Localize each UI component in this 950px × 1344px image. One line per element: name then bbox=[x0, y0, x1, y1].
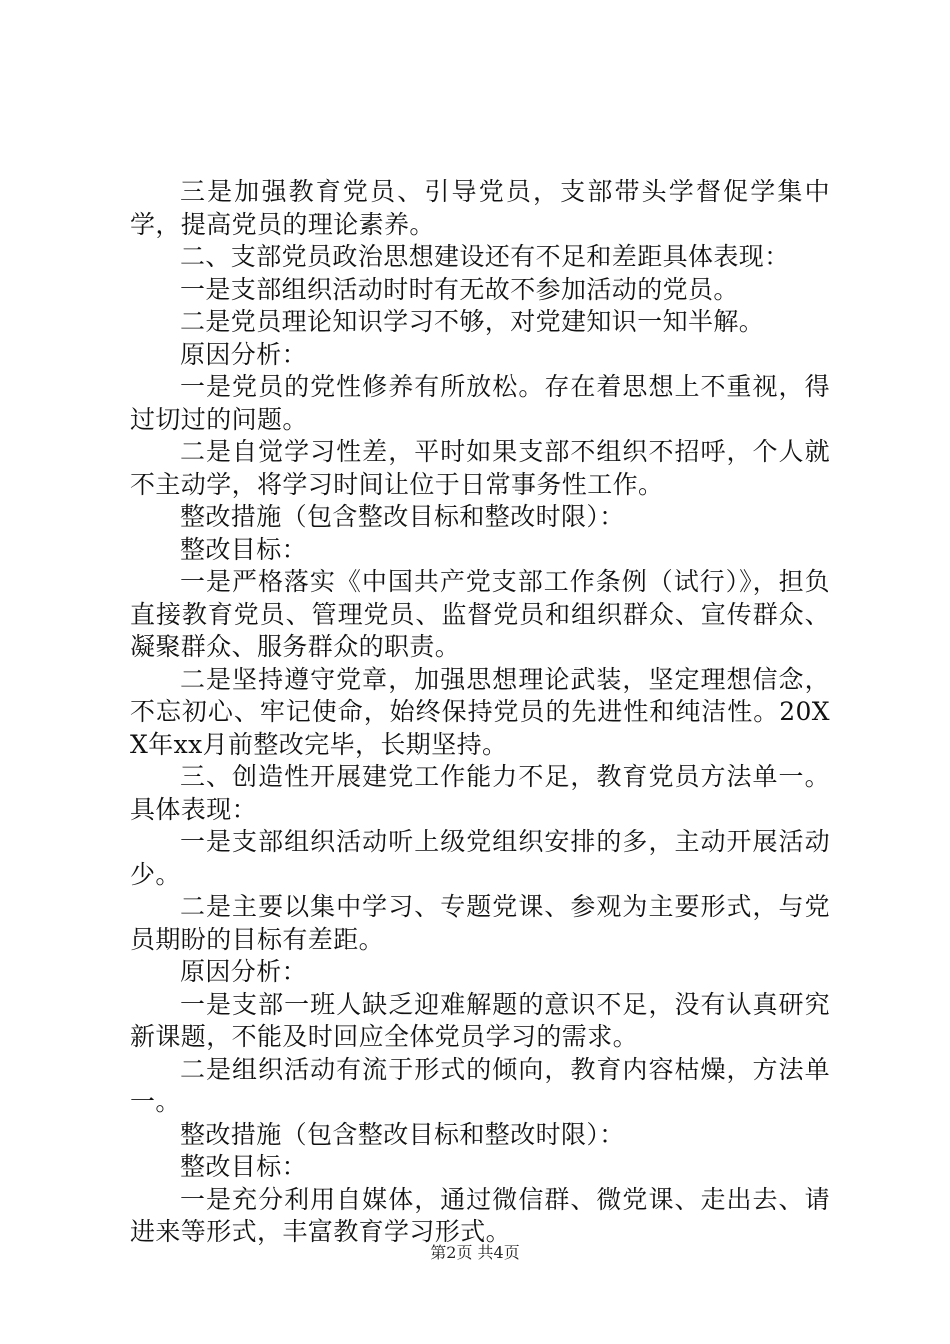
subheading: 原因分析： bbox=[180, 339, 308, 369]
paragraph: 二是党员理论知识学习不够，对党建知识一知半解。 bbox=[180, 307, 765, 336]
subheading: 原因分析： bbox=[180, 957, 308, 986]
subheading: 整改目标： bbox=[180, 1152, 308, 1181]
page-number-label: 第2页 共4页 bbox=[430, 1243, 520, 1262]
section-heading: 三、创造性开展建党工作能力不足，教育党员方法单一。具体表现： bbox=[130, 762, 830, 824]
page-footer bbox=[0, 1243, 950, 1263]
paragraph: 一是严格落实《中国共产党支部工作条例（试行）》，担负直接教育党员、管理党员、监督党员和组织群众、宣传群众、凝聚群众、服务群众的职责。 bbox=[130, 567, 830, 661]
subheading: 整改目标： bbox=[180, 534, 308, 564]
paragraph: 二是主要以集中学习、专题党课、参观为主要形式，与党员期盼的目标有差距。 bbox=[130, 892, 830, 954]
paragraph: 二是自觉学习性差，平时如果支部不组织不招呼，个人就不主动学，将学习时间让位于日常事务性工作。 bbox=[130, 437, 830, 499]
paragraph: 二是组织活动有流于形式的倾向，教育内容枯燥，方法单一。 bbox=[130, 1054, 830, 1116]
paragraph: 一是党员的党性修养有所放松。存在着思想上不重视，得过切过的问题。 bbox=[130, 372, 830, 434]
paragraph: 三是加强教育党员、引导党员，支部带头学督促学集中学，提高党员的理论素养。 bbox=[130, 177, 830, 239]
section-heading: 二、支部党员政治思想建设还有不足和差距具体表现： bbox=[180, 242, 790, 271]
paragraph: 一是支部一班人缺乏迎难解题的意识不足，没有认真研究新课题，不能及时回应全体党员学习的需求。 bbox=[130, 989, 830, 1051]
document-body bbox=[130, 176, 830, 1249]
subheading: 整改措施（包含整改目标和整改时限）： bbox=[180, 1119, 625, 1149]
paragraph: 一是支部组织活动时时有无故不参加活动的党员。 bbox=[180, 274, 739, 304]
subheading: 整改措施（包含整改目标和整改时限）： bbox=[180, 502, 625, 531]
paragraph: 一是支部组织活动听上级党组织安排的多，主动开展活动少。 bbox=[130, 827, 830, 889]
paragraph: 一是充分利用自媒体，通过微信群、微党课、走出去、请进来等形式，丰富教育学习形式。 bbox=[130, 1184, 830, 1246]
paragraph: 二是坚持遵守党章，加强思想理论武装，坚定理想信念，不忘初心、牢记使命，始终保持党员的先进性和纯洁性。20XX年xx月前整改完毕，长期坚持。 bbox=[130, 664, 830, 759]
